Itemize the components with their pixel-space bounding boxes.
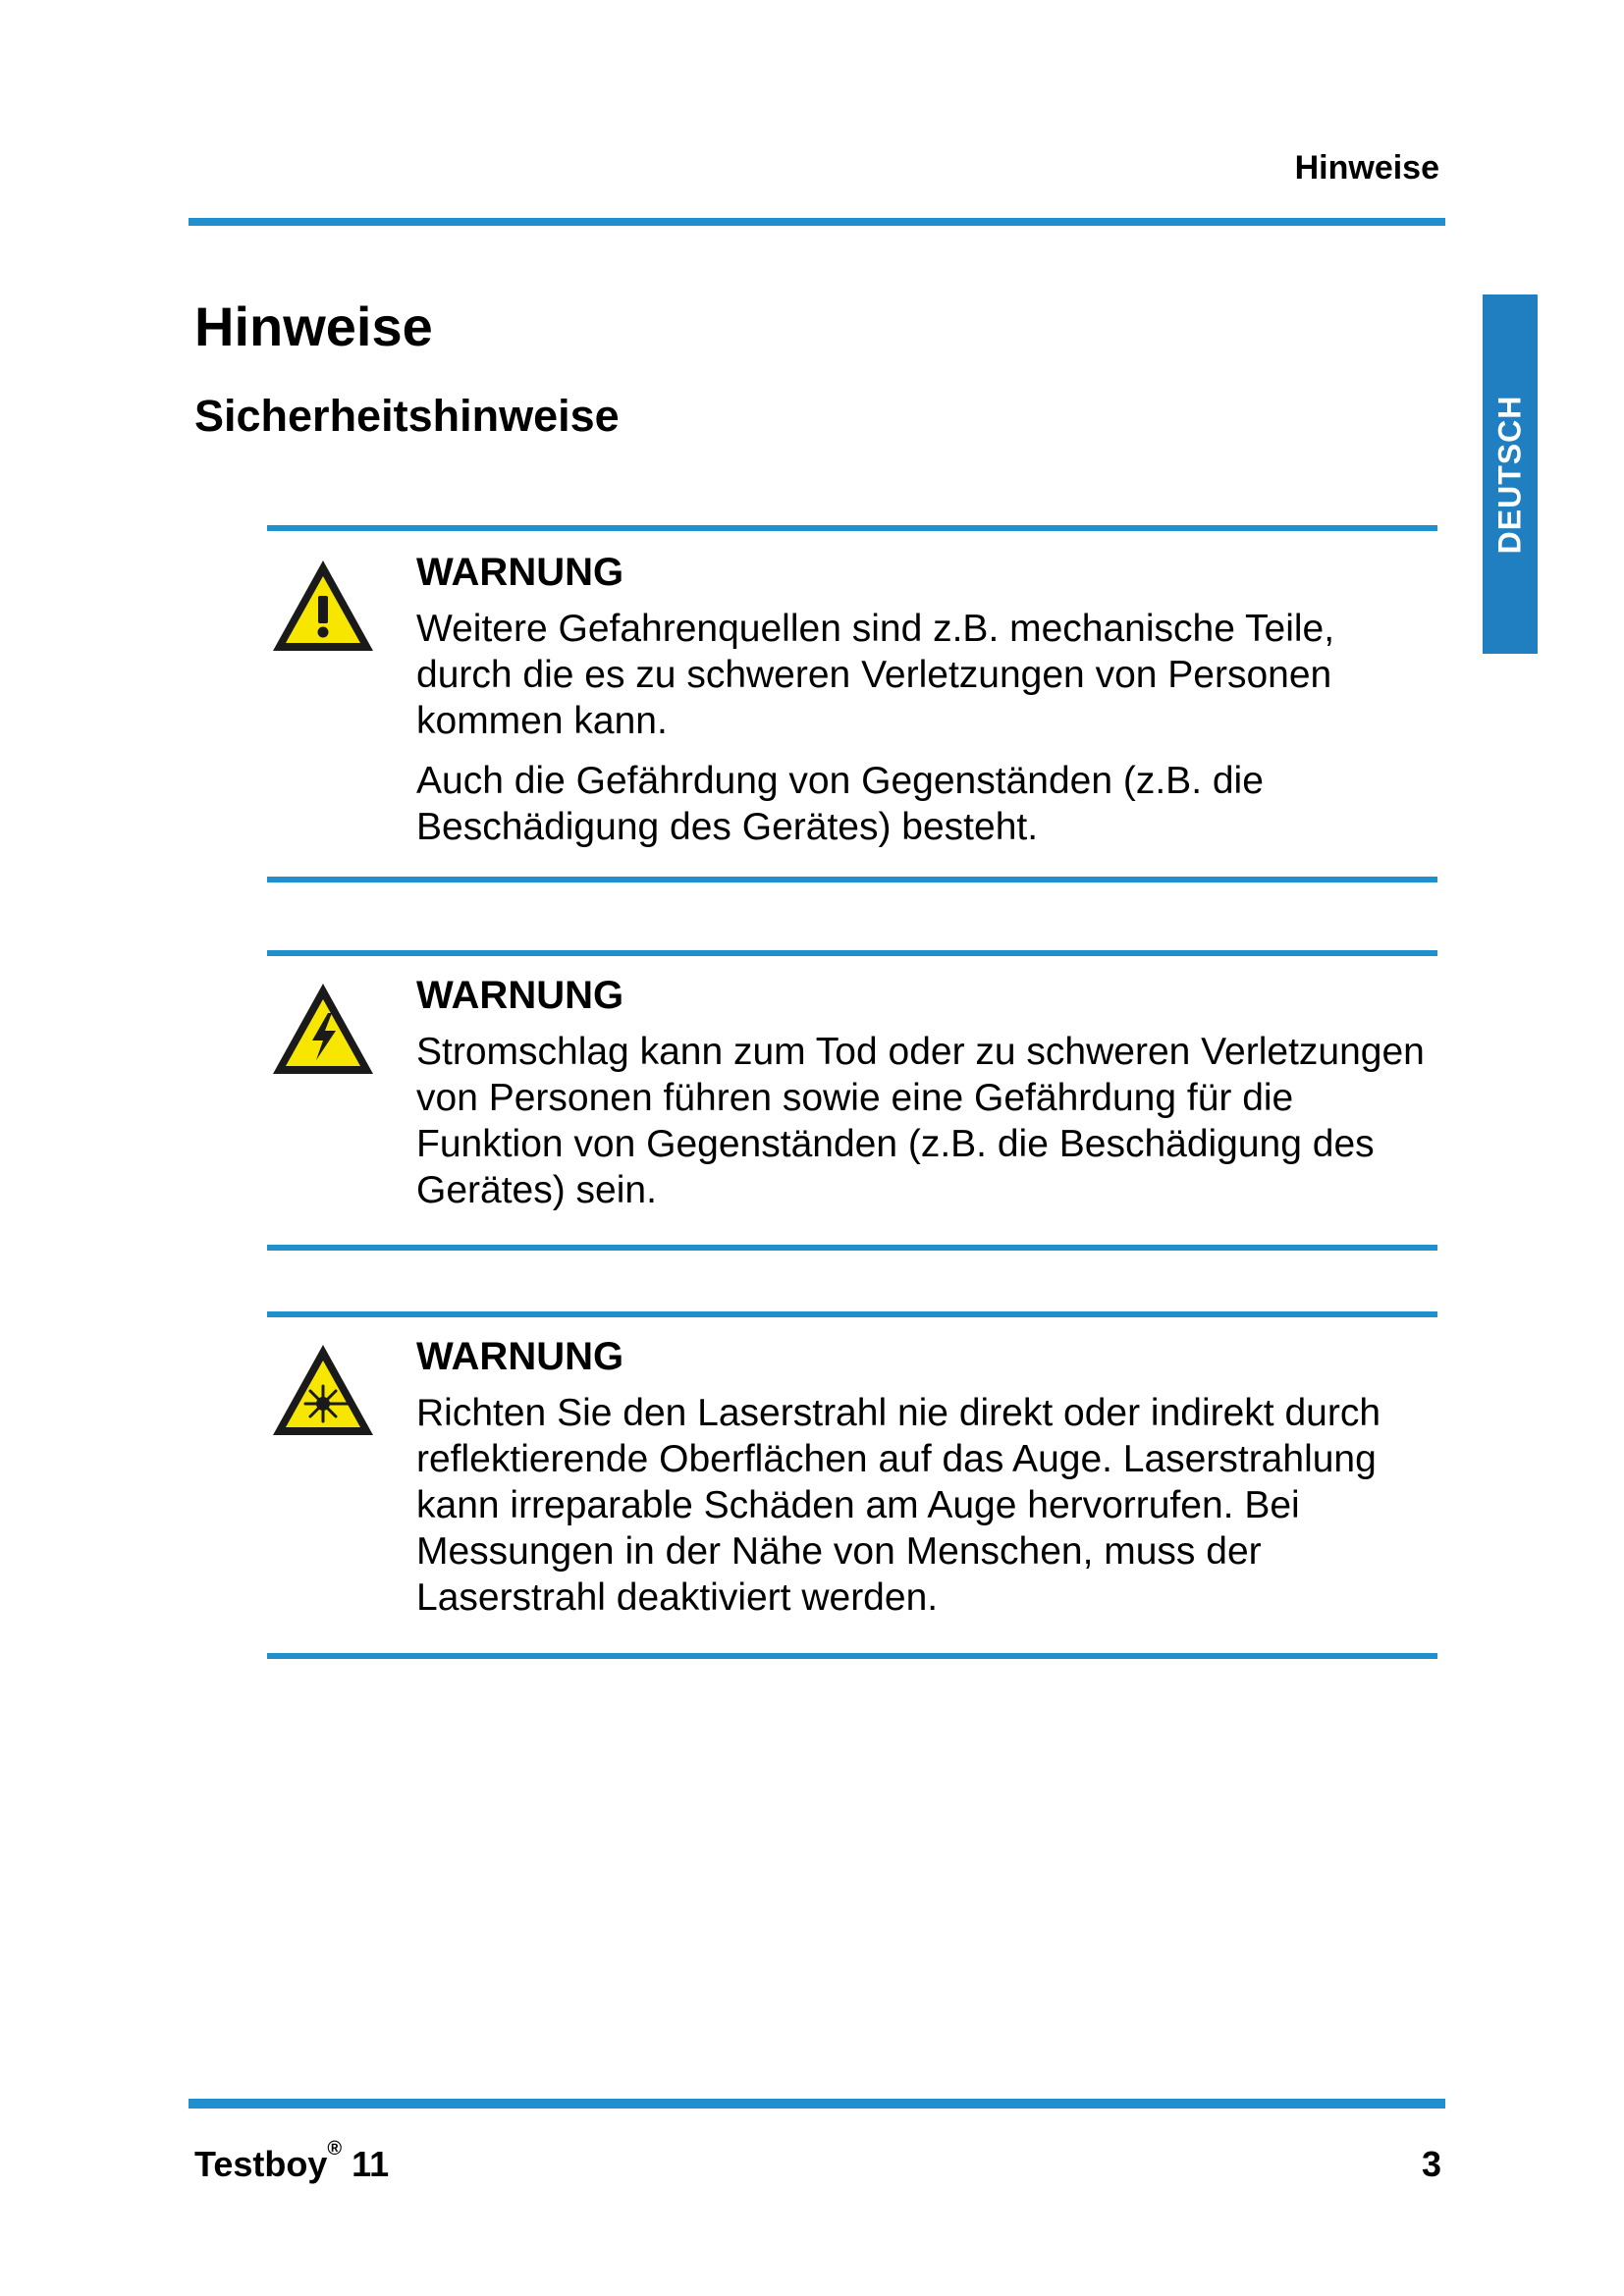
warning-heading: WARNUNG (416, 974, 624, 1017)
warning-box-laser (267, 1311, 1437, 1665)
warning-text: Richten Sie den Laserstrahl nie direkt oder indirekt durch reflektierende Oberflächen auf das Auge. Laserstrahlung kann irreparable Schäden am Auge hervorrufen. Bei Messungen in der Nähe von Menschen, muss der Laserstrahl deaktiviert werden. (416, 1392, 1381, 1619)
warning-text: Stromschlag kann zum Tod oder zu schweren Verletzungen von Personen führen sowie eine Gefährdung für die Funktion von Gegenständen (z.B. die Beschädigung des Gerätes) sein. (416, 1031, 1425, 1211)
page-title: Hinweise (194, 295, 433, 357)
warning-rule-bottom (267, 1653, 1437, 1659)
warning-heading: WARNUNG (416, 551, 624, 594)
warning-box-general (267, 525, 1437, 888)
footer-rule (189, 2099, 1445, 2109)
product-name: Testboy (194, 2144, 328, 2184)
laser-warning-icon (269, 1341, 377, 1439)
warning-rule-top (267, 525, 1437, 531)
running-header: Hinweise (1294, 149, 1439, 187)
language-tab-label: DEUTSCH (1491, 395, 1528, 554)
warning-heading: WARNUNG (416, 1335, 624, 1378)
warning-rule-top (267, 950, 1437, 956)
general-warning-icon (269, 557, 377, 655)
registered-mark: ® (327, 2138, 343, 2160)
warning-rule-bottom (267, 877, 1437, 882)
language-tab (1483, 294, 1538, 654)
warning-text: Auch die Gefährdung von Gegenständen (z.B. die Beschädigung des Gerätes) besteht. (416, 760, 1264, 848)
electric-shock-icon (269, 980, 377, 1078)
warning-box-electric (267, 950, 1437, 1255)
product-model: 11 (352, 2144, 390, 2184)
section-subtitle: Sicherheitshinweise (194, 391, 620, 441)
footer-product (194, 2138, 390, 2185)
warning-rule-bottom (267, 1245, 1437, 1251)
header-rule (189, 218, 1445, 226)
warning-text: Weitere Gefahrenquellen sind z.B. mechanische Teile, durch die es zu schweren Verletzungen von Personen kommen kann. (416, 608, 1335, 742)
warning-rule-top (267, 1311, 1437, 1317)
page-number: 3 (1421, 2144, 1441, 2184)
